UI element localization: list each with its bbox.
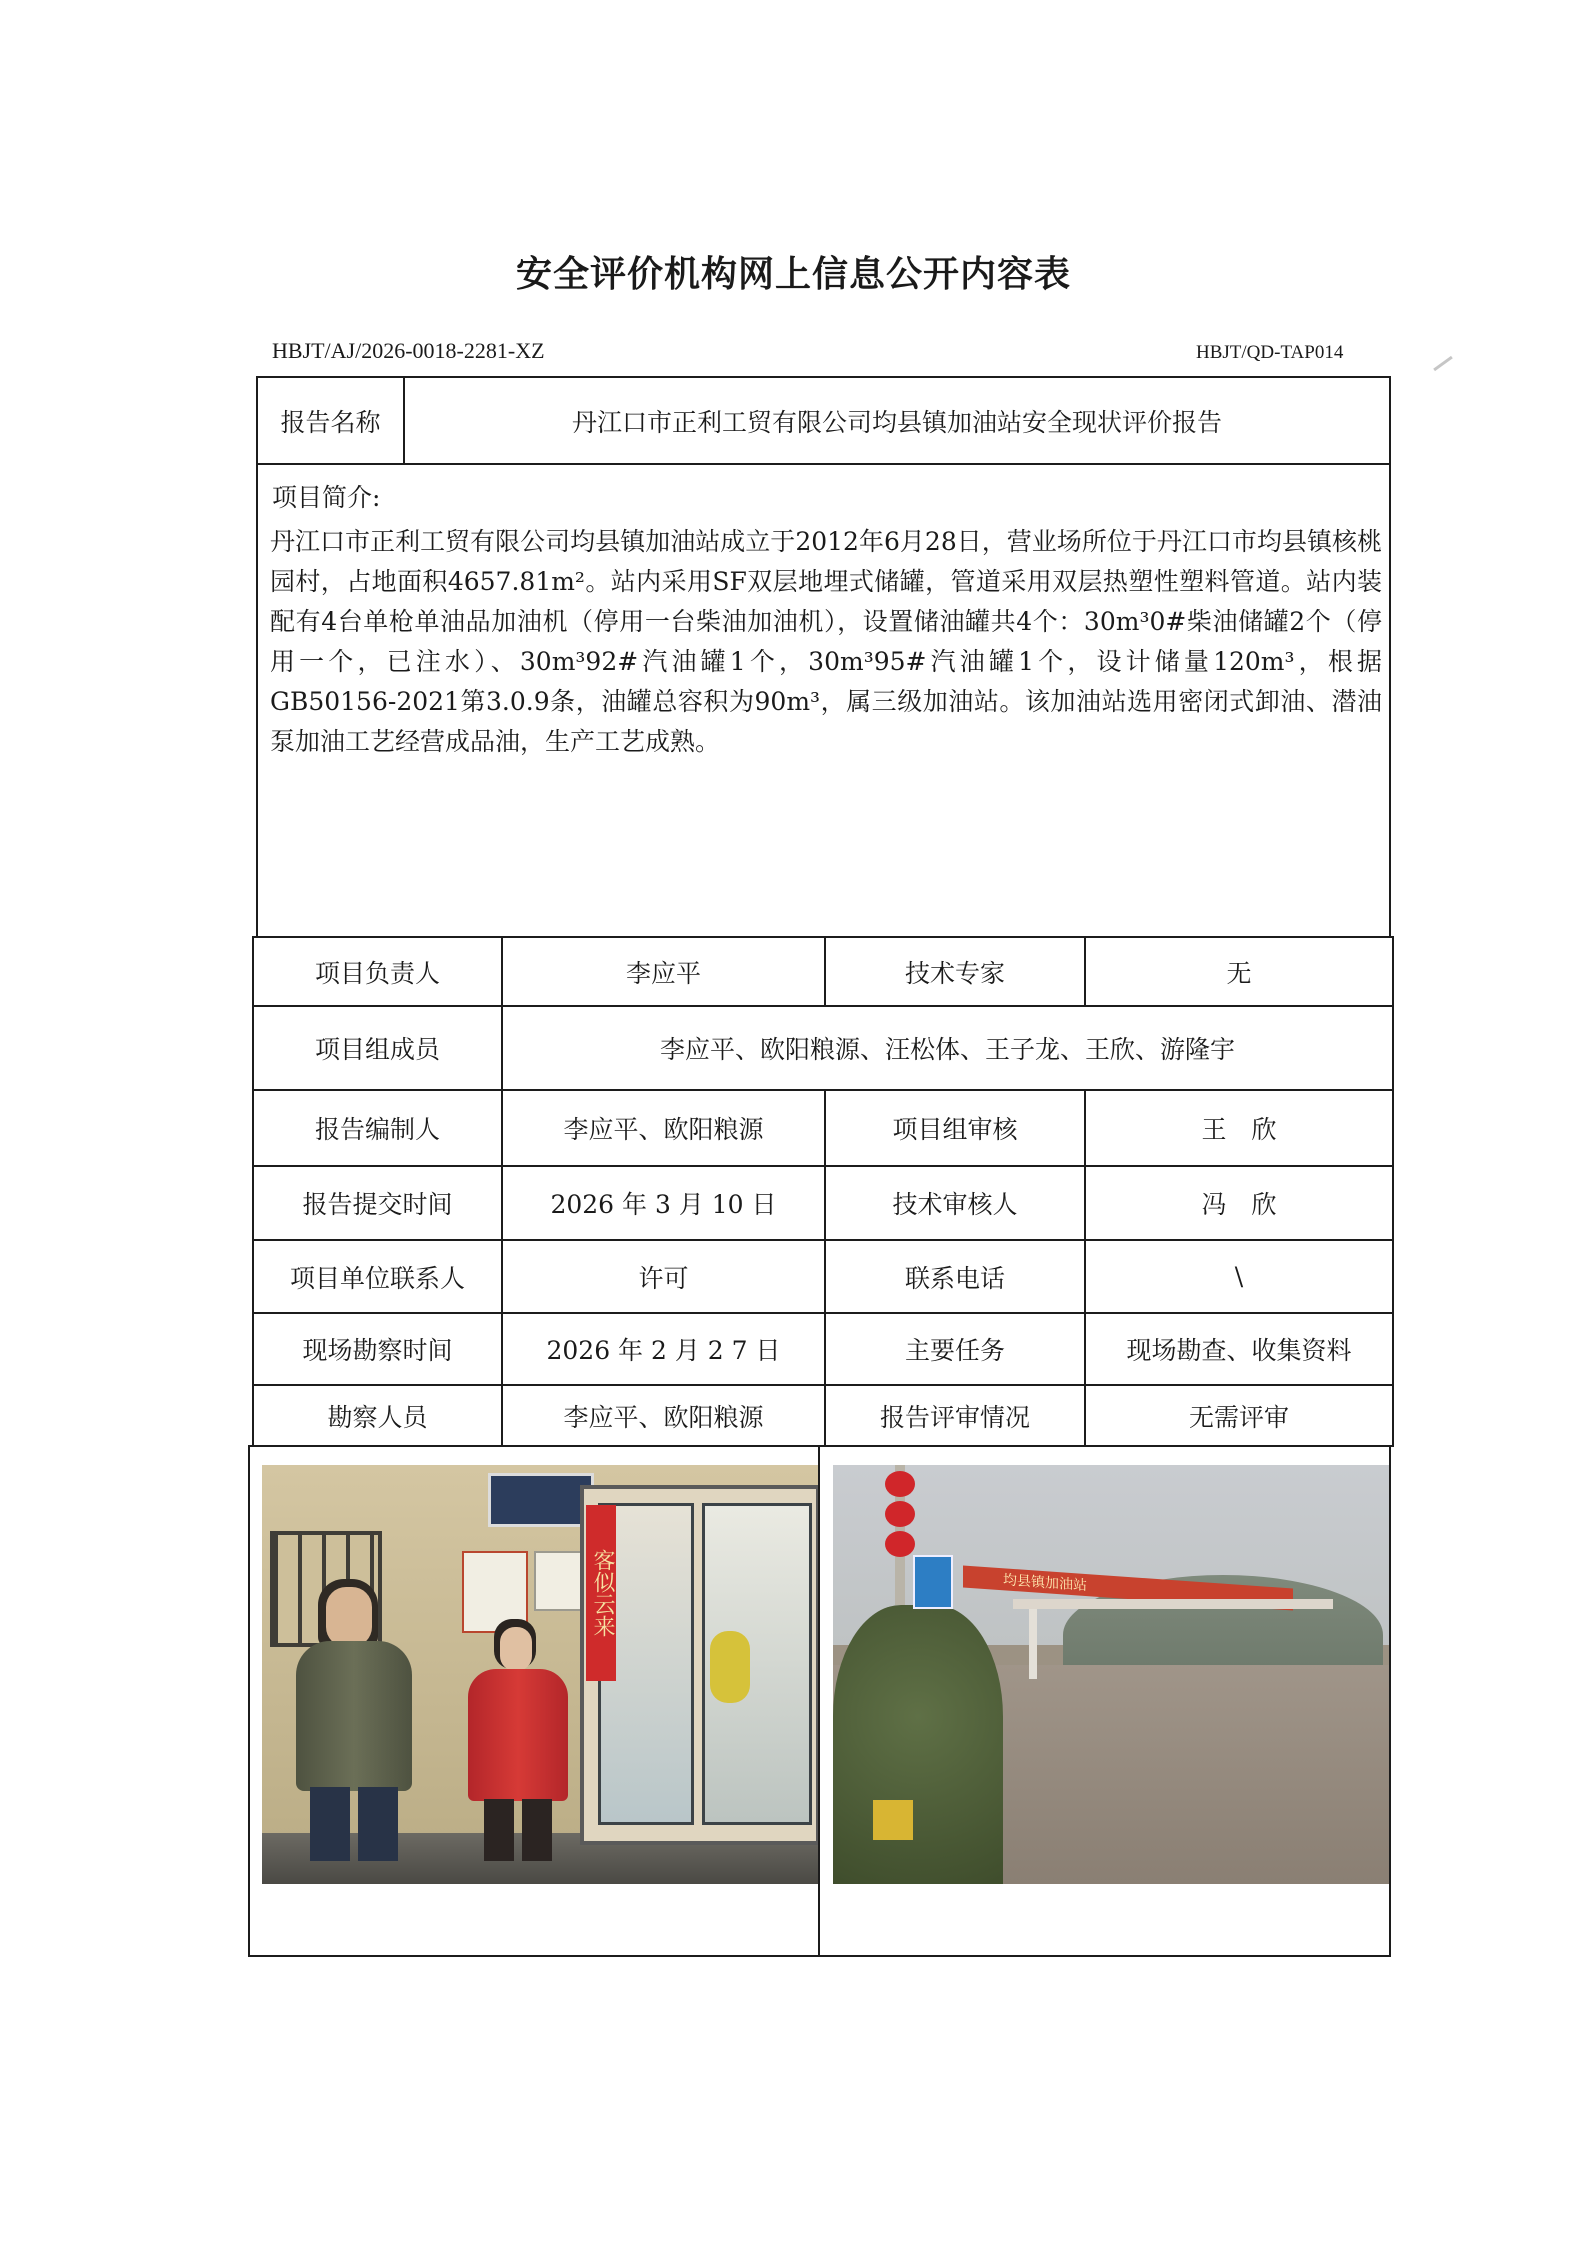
- project-lead-value: 李应平: [625, 958, 701, 988]
- team-review-label: 项目组审核: [892, 1115, 1018, 1144]
- form-number: HBJT/QD-TAP014: [1196, 342, 1344, 363]
- intro-text: 丹江口市正利工贸有限公司均县镇加油站成立于2012年6月28日，营业场所位于丹江口市均县镇核桃园村，占地面积4657.81m²。站内采用SF双层地埋式储罐，管道采用双层热塑性塑料管道。站内装配有4台单枪单油品加油机（停用一台柴油加油机），设置储油罐共4个：30m³0#柴油储罐2个（停用一个，已注水）、30m³92#汽油罐1个，30m³95#汽油罐1个，设计储量120m³，根据GB50156-2021第3.0.9条，油罐总容积为90m³，属三级加油站。该加油站选用密闭式卸油、潜油泵加油工艺经营成品油，生产工艺成熟。: [270, 527, 1382, 756]
- intro-heading: 项目简介:: [272, 483, 381, 512]
- contact-value: 许可: [638, 1263, 689, 1293]
- members-label: 项目组成员: [314, 1035, 440, 1064]
- man-legs: [310, 1787, 350, 1861]
- review-status-label: 报告评审情况: [879, 1402, 1030, 1432]
- report-name-bottom-rule: [256, 463, 1391, 465]
- tech-reviewer-label: 技术审核人: [892, 1190, 1018, 1219]
- staff-photo: [262, 1465, 818, 1884]
- photo-area-divider: [818, 1445, 820, 1957]
- woman-legs: [484, 1799, 514, 1861]
- tech-expert-value: 无: [1226, 958, 1252, 988]
- man-legs: [358, 1787, 398, 1861]
- project-lead-label: 项目负责人: [314, 958, 440, 988]
- upper-right-border: [1389, 376, 1391, 938]
- price-sign: [913, 1555, 953, 1609]
- woman-jacket: [468, 1669, 568, 1801]
- review-status-value: 无需评审: [1188, 1402, 1289, 1432]
- compiler-value: 李应平、欧阳粮源: [563, 1115, 764, 1144]
- surveyors-value: 李应平、欧阳粮源: [563, 1402, 764, 1432]
- photo-area-left-border: [248, 1445, 250, 1957]
- sign-post: [873, 1800, 913, 1840]
- canopy-pillar: [1029, 1609, 1037, 1679]
- woman-face: [500, 1627, 532, 1671]
- man-jacket: [296, 1641, 412, 1791]
- canopy-lettering: 均县镇加油站: [1003, 1572, 1087, 1595]
- team-review-value: 王 欣: [1201, 1115, 1277, 1144]
- canopy-underside: [1013, 1599, 1333, 1609]
- door-banner: 客似云来: [586, 1505, 616, 1681]
- man-face: [326, 1587, 372, 1647]
- notice-board: [534, 1551, 582, 1611]
- document-number: HBJT/AJ/2026-0018-2281-XZ: [272, 338, 545, 363]
- woman-legs: [522, 1799, 552, 1861]
- document-title: 安全评价机构网上信息公开内容表: [515, 253, 1071, 295]
- phone-value: \: [1234, 1262, 1244, 1291]
- survey-date-value: 2026 年 2 月 2 7 日: [546, 1336, 781, 1365]
- photo-area-right-border: [1389, 1445, 1391, 1957]
- main-task-label: 主要任务: [904, 1336, 1005, 1365]
- report-name-value: 丹江口市正利工贸有限公司均县镇加油站安全现状评价报告: [571, 407, 1222, 437]
- lantern-icon: [885, 1501, 915, 1527]
- field-grid-right-border: [1392, 936, 1394, 1446]
- survey-date-label: 现场勘察时间: [302, 1336, 453, 1365]
- surveyors-label: 勘察人员: [327, 1402, 428, 1432]
- submit-date-label: 报告提交时间: [302, 1190, 453, 1219]
- site-photo: [833, 1465, 1389, 1884]
- lantern-icon: [885, 1471, 915, 1497]
- report-name-label: 报告名称: [280, 407, 381, 437]
- mascot-figure: [710, 1631, 750, 1703]
- main-task-value: 现场勘查、收集资料: [1126, 1336, 1352, 1365]
- pencil-mark: [1433, 356, 1453, 371]
- table-bottom-border: [248, 1955, 1391, 1957]
- submit-date-value: 2026 年 3 月 10 日: [550, 1190, 777, 1219]
- lantern-icon: [885, 1531, 915, 1557]
- tech-expert-label: 技术专家: [904, 958, 1005, 988]
- compiler-label: 报告编制人: [314, 1115, 440, 1144]
- tech-reviewer-value: 冯 欣: [1201, 1190, 1277, 1219]
- contact-label: 项目单位联系人: [289, 1263, 465, 1293]
- info-display: [488, 1473, 594, 1527]
- shrubs: [833, 1605, 1003, 1884]
- field-grid-bottom-rule: [248, 1445, 1394, 1447]
- members-value: 李应平、欧阳粮源、汪松体、王子龙、王欣、游隆宇: [659, 1035, 1235, 1064]
- phone-label: 联系电话: [904, 1263, 1005, 1293]
